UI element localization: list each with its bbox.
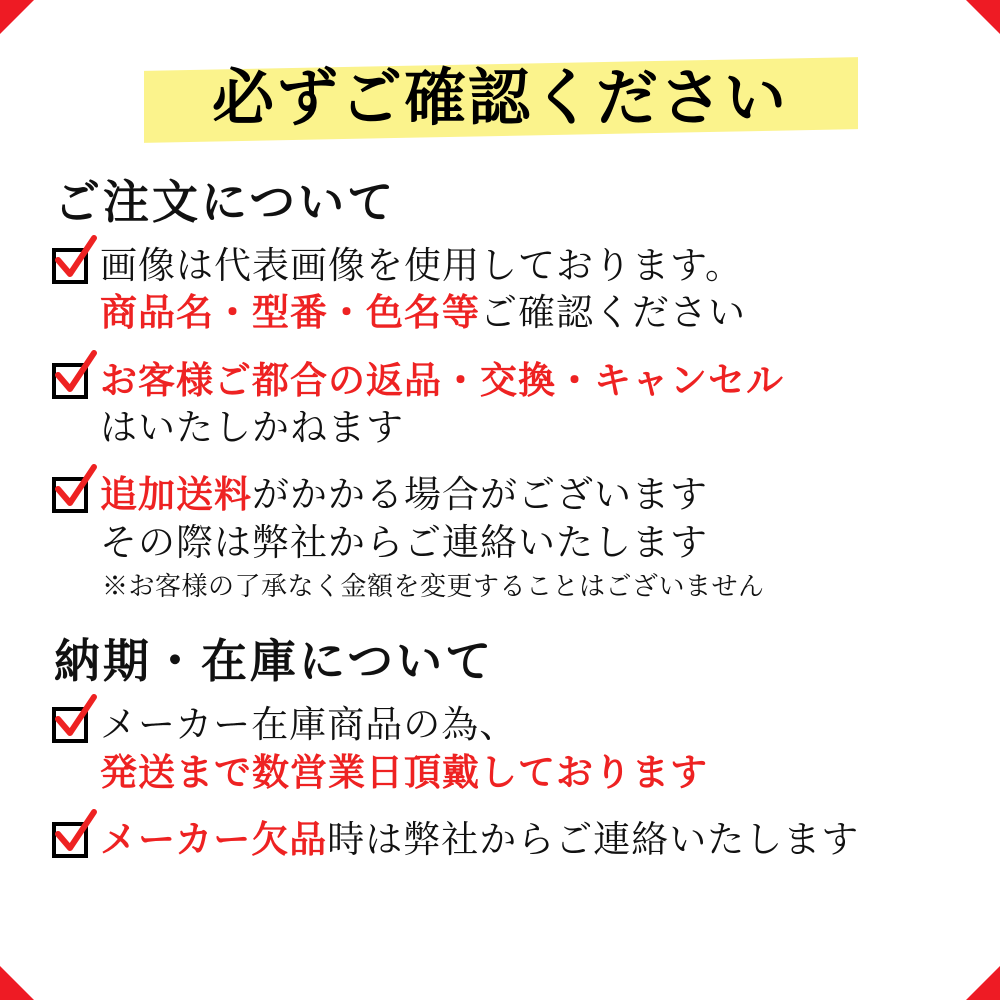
check-item-line bbox=[100, 404, 954, 451]
check-item-line bbox=[100, 471, 954, 518]
check-item-line bbox=[100, 701, 954, 748]
emphasis-text: メーカー欠品 bbox=[100, 816, 328, 861]
check-item-text bbox=[100, 242, 954, 337]
check-item-text bbox=[100, 471, 954, 603]
page-title: 必ずご確認ください bbox=[211, 60, 788, 134]
checkmark-icon bbox=[52, 248, 88, 284]
check-item bbox=[52, 816, 954, 863]
check-item-line bbox=[100, 242, 954, 289]
check-item-line bbox=[100, 519, 954, 566]
section-heading: ご注文について bbox=[54, 175, 397, 229]
check-item-text bbox=[100, 357, 954, 452]
body-text: はいたしかねます bbox=[100, 406, 404, 450]
body-text: その際は弊社からご連絡いたします bbox=[100, 520, 708, 564]
body-text: がかかる場合がございます bbox=[252, 473, 708, 517]
check-item-text bbox=[100, 701, 954, 796]
body-text: ご確認ください bbox=[480, 291, 746, 335]
check-item-line bbox=[100, 749, 954, 796]
check-item bbox=[52, 357, 954, 452]
emphasis-text: 商品名・型番・色名等 bbox=[100, 290, 480, 335]
corner-decoration-bottom-right bbox=[966, 966, 1000, 1000]
checkmark-icon bbox=[52, 477, 88, 513]
emphasis-text: お客様ご都合の返品・交換・キャンセル bbox=[100, 357, 784, 402]
check-item bbox=[52, 242, 954, 337]
check-item-text bbox=[100, 816, 954, 863]
check-item bbox=[52, 471, 954, 603]
body-text: メーカー在庫商品の為、 bbox=[100, 703, 518, 747]
corner-decoration-top-right bbox=[966, 0, 1000, 34]
check-item-line bbox=[100, 289, 954, 336]
body-text: 画像は代表画像を使用しております。 bbox=[100, 244, 744, 287]
checkmark-icon bbox=[52, 822, 88, 858]
headline-area bbox=[46, 44, 954, 140]
check-item-line bbox=[100, 357, 954, 404]
checkmark-icon bbox=[52, 707, 88, 743]
section-heading: 納期・在庫について bbox=[54, 634, 495, 689]
check-item-line bbox=[100, 816, 954, 863]
emphasis-text: 追加送料 bbox=[100, 472, 252, 517]
emphasis-text: 発送まで数営業日頂戴しております bbox=[100, 749, 708, 794]
checkmark-icon bbox=[52, 363, 88, 399]
sections-container bbox=[46, 166, 954, 863]
corner-decoration-top-left bbox=[0, 0, 34, 34]
body-text: 時は弊社からご連絡いたします bbox=[327, 817, 860, 861]
footnote-text: ※お客様の了承なく金額を変更することはございません bbox=[102, 572, 765, 603]
corner-decoration-bottom-left bbox=[0, 966, 34, 1000]
check-item bbox=[52, 701, 954, 796]
